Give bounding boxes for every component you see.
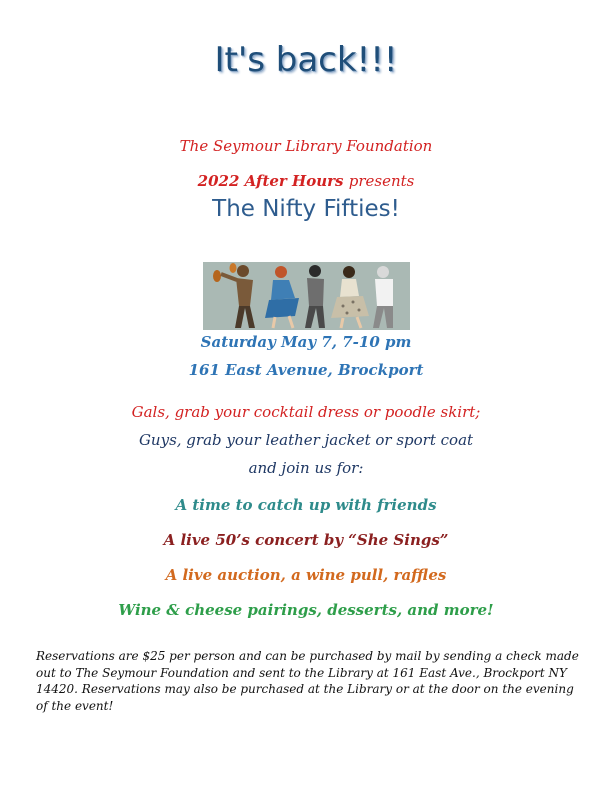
highlight-item: A time to catch up with friends — [175, 496, 437, 514]
dancing-couples-illustration — [203, 262, 410, 330]
dancer-4-head — [343, 266, 355, 278]
event-date-time: Saturday May 7, 7-10 pm — [200, 333, 412, 351]
maraca-left — [213, 270, 221, 282]
dancer-4-top — [340, 279, 359, 297]
dancer-2-skirt — [265, 298, 299, 318]
dancer-5-head — [377, 266, 389, 278]
event-theme: The Nifty Fifties! — [212, 196, 400, 222]
event-series-line — [0, 172, 612, 190]
dress-code-gals: Gals, grab your cocktail dress or poodle skirt; — [131, 403, 481, 421]
maraca-right — [230, 263, 237, 273]
highlight-item: A live auction, a wine pull, raffles — [165, 566, 447, 584]
event-series: 2022 After Hours — [197, 172, 344, 190]
dancer-1-head — [237, 265, 249, 277]
organizer-name: The Seymour Library Foundation — [179, 137, 433, 155]
dress-code-guys: Guys, grab your leather jacket or sport coat — [138, 431, 474, 449]
headline: It's back!!! — [214, 40, 398, 80]
reservations-info: Reservations are $25 per person and can be purchased by mail by sending a check made out to The Seymour Foundation and sent to the Library at 161 East Ave., Brockport NY 14420. Reservations may also be purchased at the Library or at the door on the evening of the event! — [36, 649, 579, 713]
highlight-item: A live 50’s concert by “She Sings” — [163, 531, 449, 549]
dancer-1-body — [236, 278, 253, 306]
dancer-3-head — [309, 265, 321, 277]
presents-word: presents — [348, 172, 415, 190]
join-us-text: and join us for: — [248, 459, 364, 477]
dancer-2-head — [275, 266, 287, 278]
dancer-5-body — [375, 279, 393, 306]
highlight-item: Wine & cheese pairings, desserts, and more! — [118, 601, 494, 619]
dancer-3-body — [307, 278, 324, 306]
event-location: 161 East Avenue, Brockport — [188, 361, 424, 379]
dancer-4-skirt — [331, 296, 369, 318]
